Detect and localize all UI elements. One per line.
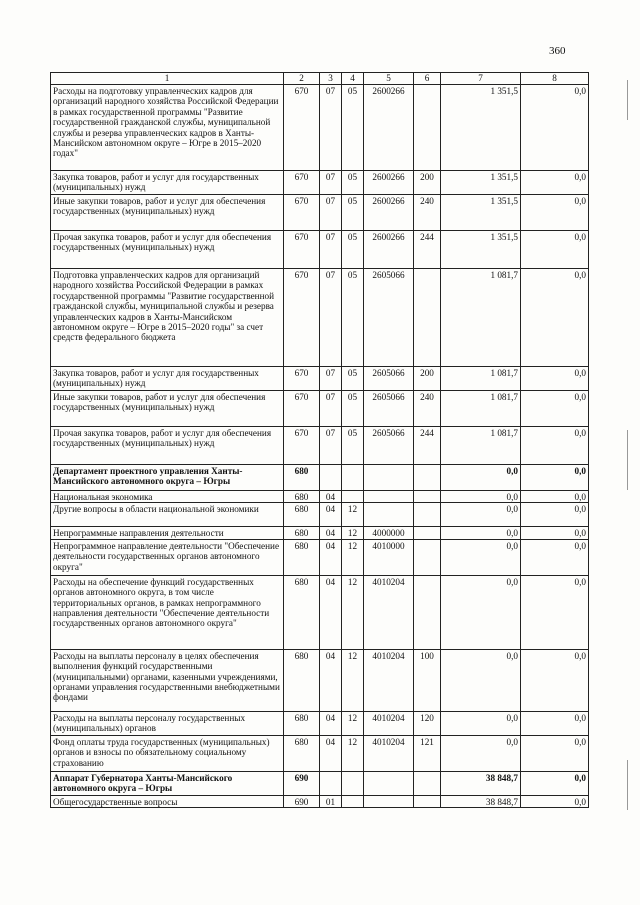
scan-edge-mark [627,80,628,120]
expense-type-cell [414,269,441,367]
target-cell: 2605066 [364,367,414,391]
table-row [51,269,589,367]
table-row [51,795,589,807]
code-cell: 680 [284,711,320,735]
code-cell: 670 [284,367,320,391]
expense-type-cell [414,465,441,491]
subsection-cell: 12 [342,539,364,575]
target-cell [364,795,414,807]
table-row [51,171,589,195]
budget-table [50,72,589,808]
code-cell: 680 [284,503,320,527]
column-header: 6 [414,73,441,85]
expense-type-cell: 244 [414,427,441,465]
section-cell [320,771,342,795]
target-cell: 2600266 [364,85,414,171]
amount-2-cell: 0,0 [521,649,589,711]
table-row [51,231,589,269]
amount-cell: 0,0 [441,465,521,491]
target-cell: 4010204 [364,649,414,711]
code-cell: 670 [284,171,320,195]
expense-type-cell [414,503,441,527]
target-cell: 2600266 [364,171,414,195]
section-cell [320,465,342,491]
amount-cell: 1 081,7 [441,269,521,367]
name-cell: Расходы на подготовку управленческих кадров для организаций народного хозяйства Российской Федерации в рамках государственной программы "Развитие государственной гражданской службы, муниципальной службы и резерва управленческих кадров в Ханты-Мансийском автономном округе – Югре в 2015–2020 годах" [51,85,284,171]
scan-edge-mark [627,760,628,810]
section-cell: 07 [320,367,342,391]
target-cell: 2600266 [364,231,414,269]
amount-2-cell: 0,0 [521,539,589,575]
expense-type-cell: 240 [414,391,441,427]
subsection-cell: 12 [342,711,364,735]
table-row [51,367,589,391]
subsection-cell: 05 [342,391,364,427]
expense-type-cell: 240 [414,195,441,231]
target-cell: 2605066 [364,391,414,427]
section-cell: 07 [320,195,342,231]
name-cell: Иные закупки товаров, работ и услуг для обеспечения государственных (муниципальных) нужд [51,195,284,231]
section-cell: 07 [320,231,342,269]
subsection-cell: 05 [342,231,364,269]
section-cell: 04 [320,711,342,735]
name-cell: Расходы на выплаты персоналу в целях обеспечения выполнения функций государственными (муниципальными) органами, казенными учреждениями, органами управления государственными внебюджетными фондами [51,649,284,711]
amount-cell: 0,0 [441,491,521,503]
section-cell: 04 [320,575,342,649]
section-cell: 04 [320,503,342,527]
code-cell: 670 [284,85,320,171]
amount-2-cell: 0,0 [521,795,589,807]
name-cell: Закупка товаров, работ и услуг для государственных (муниципальных) нужд [51,367,284,391]
expense-type-cell [414,575,441,649]
column-header: 3 [320,73,342,85]
expense-type-cell [414,527,441,539]
subsection-cell: 05 [342,195,364,231]
subsection-cell [342,795,364,807]
amount-cell: 0,0 [441,649,521,711]
code-cell: 680 [284,735,320,771]
subsection-cell [342,491,364,503]
code-cell: 680 [284,465,320,491]
section-cell: 07 [320,269,342,367]
code-cell: 670 [284,391,320,427]
amount-2-cell: 0,0 [521,711,589,735]
target-cell [364,465,414,491]
name-cell: Прочая закупка товаров, работ и услуг для обеспечения государственных (муниципальных) нужд [51,427,284,465]
amount-cell: 38 848,7 [441,795,521,807]
amount-2-cell: 0,0 [521,527,589,539]
target-cell [364,491,414,503]
code-cell: 690 [284,795,320,807]
amount-2-cell: 0,0 [521,735,589,771]
column-header: 1 [51,73,284,85]
table-row [51,491,589,503]
name-cell: Аппарат Губернатора Ханты-Мансийского автономного округа – Югры [51,771,284,795]
subsection-cell: 05 [342,85,364,171]
name-cell: Другие вопросы в области национальной экономики [51,503,284,527]
amount-2-cell: 0,0 [521,269,589,367]
expense-type-cell [414,85,441,171]
amount-2-cell: 0,0 [521,465,589,491]
name-cell: Подготовка управленческих кадров для организаций народного хозяйства Российской Федерации в рамках государственной программы "Развитие государственной гражданской службы, муниципальной службы и резерва управленческих кадров в Ханты-Мансийском автономном округе – Югре в 2015–2020 годы" за счет средств федерального бюджета [51,269,284,367]
target-cell: 4010204 [364,735,414,771]
expense-type-cell [414,771,441,795]
subsection-cell: 12 [342,649,364,711]
section-cell: 07 [320,391,342,427]
table-row [51,503,589,527]
section-cell: 07 [320,427,342,465]
name-cell: Национальная экономика [51,491,284,503]
expense-type-cell [414,795,441,807]
subsection-cell: 12 [342,527,364,539]
target-cell: 4010000 [364,539,414,575]
name-cell: Расходы на выплаты персоналу государственных (муниципальных) органов [51,711,284,735]
table-row [51,391,589,427]
target-cell [364,771,414,795]
table-row [51,771,589,795]
amount-2-cell: 0,0 [521,231,589,269]
section-cell: 04 [320,649,342,711]
name-cell: Общегосударственные вопросы [51,795,284,807]
subsection-cell: 05 [342,367,364,391]
amount-cell: 0,0 [441,711,521,735]
amount-cell: 1 351,5 [441,195,521,231]
name-cell: Расходы на обеспечение функций государственных органов автономного округа, в том числе территориальных органов, в рамках непрограммного направления деятельности "Обеспечение деятельности государственных органов автономного округа" [51,575,284,649]
name-cell: Закупка товаров, работ и услуг для государственных (муниципальных) нужд [51,171,284,195]
subsection-cell: 05 [342,427,364,465]
amount-cell: 1 081,7 [441,427,521,465]
table-row [51,711,589,735]
subsection-cell: 12 [342,575,364,649]
amount-2-cell: 0,0 [521,391,589,427]
amount-cell: 0,0 [441,539,521,575]
amount-cell: 1 351,5 [441,85,521,171]
table-row [51,465,589,491]
subsection-cell: 12 [342,735,364,771]
amount-2-cell: 0,0 [521,491,589,503]
amount-cell: 0,0 [441,527,521,539]
amount-2-cell: 0,0 [521,195,589,231]
amount-cell: 38 848,7 [441,771,521,795]
section-cell: 04 [320,491,342,503]
table-row [51,85,589,171]
subsection-cell: 05 [342,171,364,195]
table-row [51,527,589,539]
expense-type-cell: 200 [414,367,441,391]
section-cell: 04 [320,735,342,771]
expense-type-cell: 121 [414,735,441,771]
amount-cell: 0,0 [441,503,521,527]
column-header: 5 [364,73,414,85]
amount-cell: 0,0 [441,575,521,649]
name-cell: Непрограммные направления деятельности [51,527,284,539]
name-cell: Прочая закупка товаров, работ и услуг для обеспечения государственных (муниципальных) нужд [51,231,284,269]
amount-2-cell: 0,0 [521,85,589,171]
subsection-cell [342,771,364,795]
amount-cell: 1 081,7 [441,391,521,427]
code-cell: 680 [284,491,320,503]
expense-type-cell: 120 [414,711,441,735]
target-cell: 4010204 [364,575,414,649]
table-row [51,195,589,231]
column-header: 7 [441,73,521,85]
table-row [51,427,589,465]
code-cell: 680 [284,539,320,575]
target-cell: 4000000 [364,527,414,539]
target-cell: 4010204 [364,711,414,735]
code-cell: 670 [284,427,320,465]
subsection-cell [342,465,364,491]
amount-cell: 1 351,5 [441,171,521,195]
section-cell: 01 [320,795,342,807]
column-header: 2 [284,73,320,85]
amount-2-cell: 0,0 [521,771,589,795]
amount-2-cell: 0,0 [521,503,589,527]
name-cell: Непрограммное направление деятельности "Обеспечение деятельности государственных органов автономного округа" [51,539,284,575]
table-row [51,575,589,649]
amount-cell: 1 081,7 [441,367,521,391]
target-cell [364,503,414,527]
amount-2-cell: 0,0 [521,171,589,195]
column-header: 4 [342,73,364,85]
code-cell: 670 [284,195,320,231]
subsection-cell: 05 [342,269,364,367]
section-cell: 07 [320,85,342,171]
expense-type-cell: 200 [414,171,441,195]
column-header: 8 [521,73,589,85]
code-cell: 680 [284,649,320,711]
expense-type-cell [414,491,441,503]
scan-edge-mark [627,430,628,490]
section-cell: 07 [320,171,342,195]
code-cell: 670 [284,269,320,367]
table-row [51,649,589,711]
amount-2-cell: 0,0 [521,367,589,391]
subsection-cell: 12 [342,503,364,527]
code-cell: 680 [284,527,320,539]
amount-2-cell: 0,0 [521,427,589,465]
section-cell: 04 [320,539,342,575]
amount-cell: 0,0 [441,735,521,771]
amount-cell: 1 351,5 [441,231,521,269]
header-row [51,73,589,85]
target-cell: 2605066 [364,269,414,367]
name-cell: Департамент проектного управления Ханты-Мансийского автономного округа – Югры [51,465,284,491]
name-cell: Фонд оплаты труда государственных (муниципальных) органов и взносы по обязательному социальному страхованию [51,735,284,771]
page-number: 360 [549,45,566,57]
table-body [51,85,589,808]
table-row [51,735,589,771]
code-cell: 690 [284,771,320,795]
target-cell: 2600266 [364,195,414,231]
amount-2-cell: 0,0 [521,575,589,649]
code-cell: 680 [284,575,320,649]
expense-type-cell: 100 [414,649,441,711]
expense-type-cell: 244 [414,231,441,269]
expense-type-cell [414,539,441,575]
budget-table-wrapper [50,72,589,808]
target-cell: 2605066 [364,427,414,465]
code-cell: 670 [284,231,320,269]
table-row [51,539,589,575]
section-cell: 04 [320,527,342,539]
name-cell: Иные закупки товаров, работ и услуг для обеспечения государственных (муниципальных) нужд [51,391,284,427]
